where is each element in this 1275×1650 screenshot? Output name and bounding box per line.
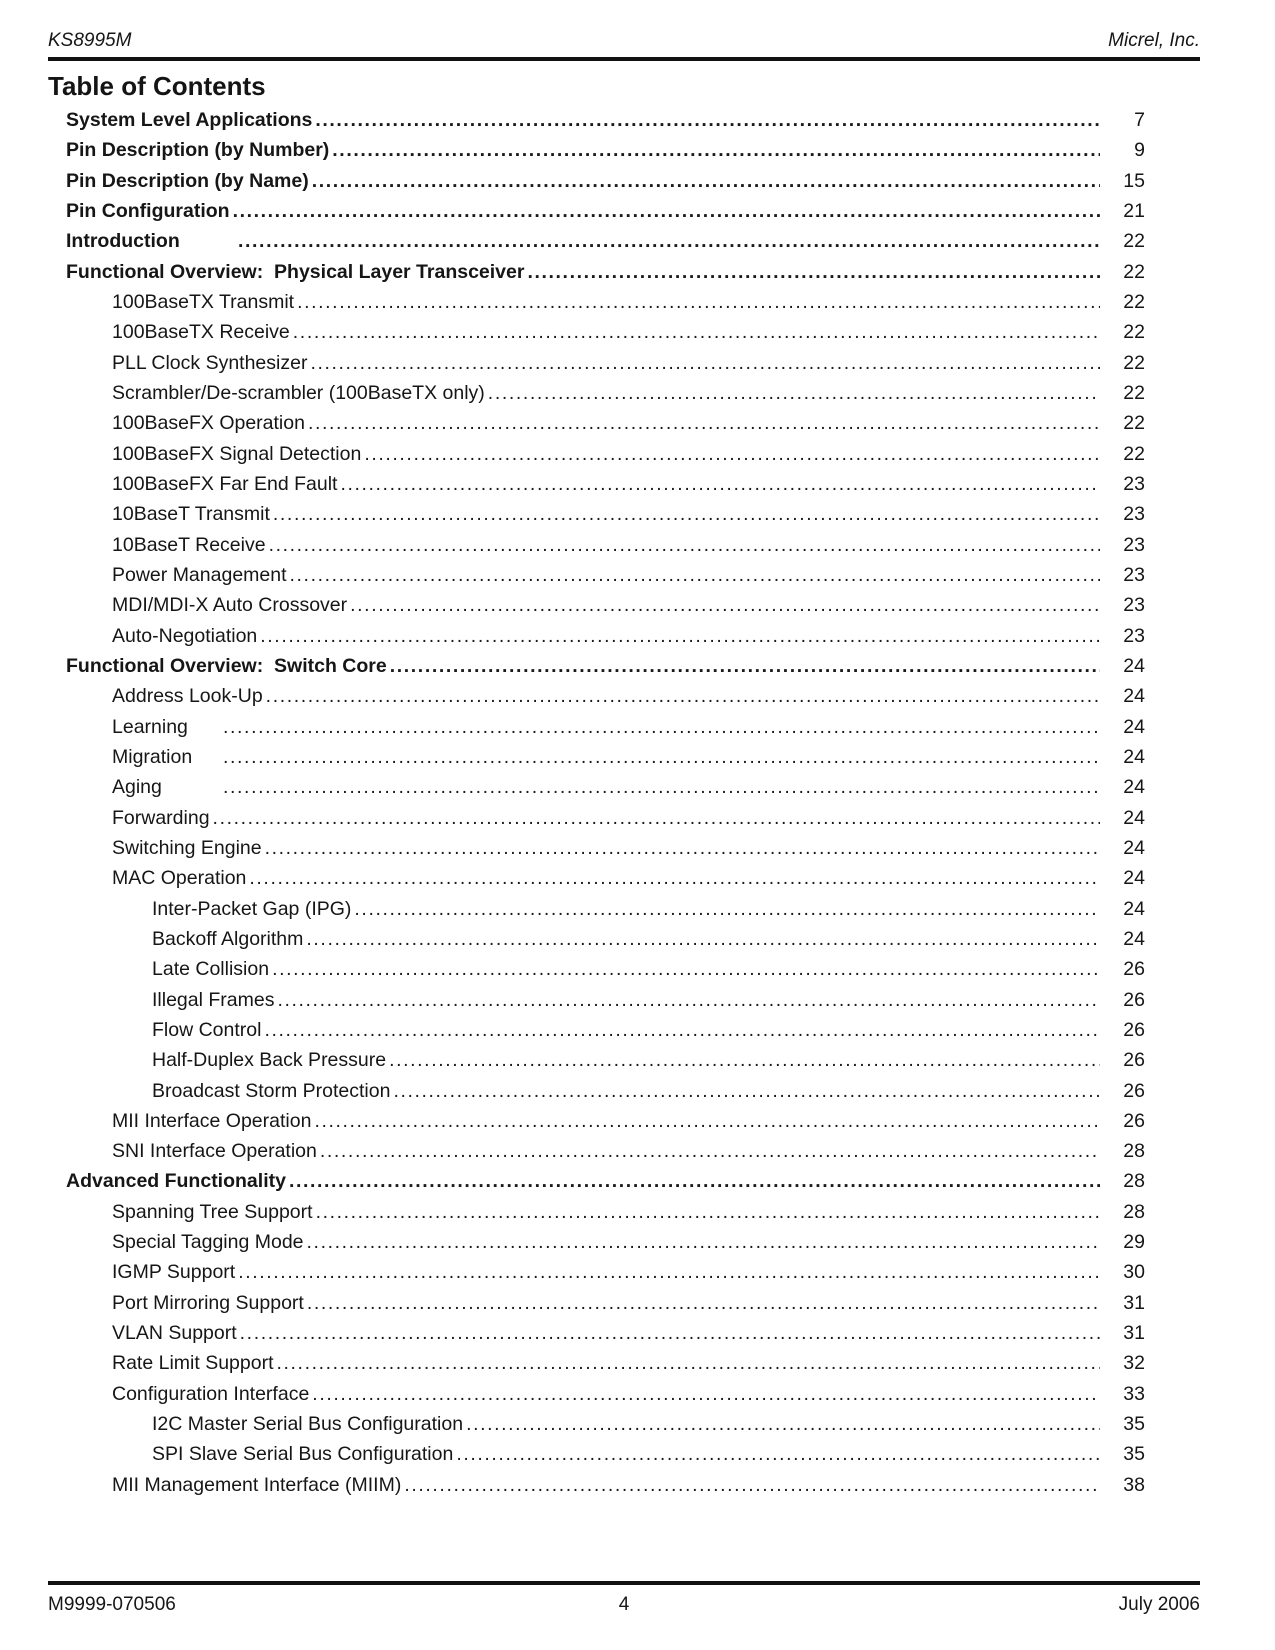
toc-entry-page-number: 26 (1123, 988, 1145, 1011)
toc-entry-label[interactable]: System Level Applications (66, 109, 313, 131)
toc-entry-page-number: 22 (1123, 351, 1145, 374)
toc-entry-page-number: 9 (1134, 139, 1145, 162)
toc-entry[interactable] (66, 503, 1145, 533)
toc-entry-label[interactable]: MII Management Interface (MIIM) (112, 1473, 402, 1496)
toc-entry-label[interactable]: MII Interface Operation (112, 1109, 312, 1132)
toc-entry-page-number: 21 (1123, 199, 1145, 222)
page-title: Table of Contents (48, 71, 266, 101)
toc-entry[interactable] (66, 1383, 1145, 1413)
toc-entry[interactable] (66, 1443, 1145, 1473)
toc-dot-leader (340, 473, 1100, 496)
toc-entry-page-number: 28 (1123, 1170, 1145, 1193)
toc-entry-label[interactable]: Auto-Negotiation (112, 624, 258, 647)
toc-dot-leader (272, 958, 1100, 981)
toc-entry-page-number: 35 (1123, 1443, 1145, 1466)
toc-entry-page-number: 29 (1123, 1231, 1145, 1254)
toc-entry-page-number: 26 (1123, 958, 1145, 981)
toc-dot-leader (332, 139, 1100, 162)
toc-entry[interactable] (66, 1413, 1145, 1443)
toc-entry-label[interactable]: Learning (112, 715, 188, 738)
toc-entry[interactable] (66, 109, 1145, 139)
toc-dot-leader (289, 1170, 1100, 1193)
toc-dot-leader (310, 352, 1100, 375)
toc-entry-page-number: 24 (1123, 685, 1145, 708)
toc-entry[interactable] (66, 625, 1145, 655)
toc-entry-label[interactable]: Functional Overview: Physical Layer Transceiver (66, 260, 525, 283)
toc-entry-page-number: 7 (1134, 109, 1145, 131)
page-header (48, 0, 1200, 57)
toc-entry-page-number: 23 (1123, 472, 1145, 495)
toc-entry-label[interactable]: Configuration Interface (112, 1382, 310, 1405)
toc-entry-label[interactable]: Rate Limit Support (112, 1352, 274, 1375)
footer-page-number: 4 (618, 1594, 630, 1615)
toc-entry[interactable] (66, 1201, 1145, 1231)
toc-entry[interactable] (66, 1140, 1145, 1170)
toc-entry-page-number: 24 (1123, 776, 1145, 799)
toc-entry-label[interactable]: I2C Master Serial Bus Configuration (152, 1413, 464, 1436)
toc-entry[interactable] (66, 898, 1145, 928)
toc-dot-leader (308, 412, 1100, 435)
toc-dot-leader (238, 230, 1100, 253)
toc-entry-label[interactable]: Late Collision (152, 958, 270, 981)
toc-entry-page-number: 23 (1123, 594, 1145, 617)
toc-entry-label[interactable]: 10BaseT Receive (112, 533, 266, 556)
toc-entry-page-number: 24 (1123, 897, 1145, 920)
toc-entry[interactable] (66, 321, 1145, 351)
toc-entry-label[interactable]: Address Look-Up (112, 685, 263, 708)
toc-dot-leader (264, 1019, 1100, 1042)
toc-entry[interactable] (66, 1049, 1145, 1079)
toc-dot-leader (306, 928, 1100, 951)
toc-dot-leader (297, 291, 1100, 314)
toc-entry-label[interactable]: IGMP Support (112, 1261, 236, 1284)
toc-entry[interactable] (66, 382, 1145, 412)
toc-dot-leader (269, 534, 1100, 557)
toc-entry-label[interactable]: Flow Control (152, 1018, 262, 1041)
toc-entry-label[interactable]: Special Tagging Mode (112, 1231, 304, 1254)
toc-entry[interactable] (66, 1261, 1145, 1291)
toc-dot-leader (260, 625, 1100, 648)
toc-dot-leader (354, 898, 1100, 921)
toc-entry-page-number: 33 (1123, 1382, 1145, 1405)
toc-dot-leader (315, 109, 1100, 132)
toc-entry-label[interactable]: 100BaseFX Far End Fault (112, 472, 338, 495)
toc-dot-leader (240, 1322, 1100, 1345)
toc-entry-page-number: 24 (1123, 836, 1145, 859)
toc-entry-label[interactable]: Pin Configuration (66, 199, 230, 222)
toc-entry-label[interactable]: Inter-Packet Gap (IPG) (152, 897, 352, 920)
toc-entry-page-number: 23 (1123, 503, 1145, 526)
toc-entry-page-number: 22 (1123, 230, 1145, 253)
toc-entry[interactable] (66, 1231, 1145, 1261)
toc-entry-page-number: 26 (1123, 1018, 1145, 1041)
toc-entry-page-number: 32 (1123, 1352, 1145, 1375)
toc-dot-leader (293, 321, 1100, 344)
toc-entry-label[interactable]: MAC Operation (112, 867, 247, 890)
toc-entry[interactable] (66, 291, 1145, 321)
toc-entry[interactable] (66, 170, 1145, 200)
toc-dot-leader (233, 200, 1100, 223)
toc-entry-page-number: 22 (1123, 412, 1145, 435)
toc-dot-leader (350, 594, 1100, 617)
toc-entry-label[interactable]: Illegal Frames (152, 988, 275, 1011)
toc-dot-leader (277, 1352, 1101, 1375)
toc-entry-label[interactable]: Port Mirroring Support (112, 1291, 304, 1314)
toc-dot-leader (213, 807, 1100, 830)
toc-entry[interactable] (66, 807, 1145, 837)
toc-entry-page-number: 31 (1123, 1322, 1145, 1345)
toc-entry-page-number: 22 (1123, 442, 1145, 465)
page-footer (48, 1581, 1200, 1616)
toc-entry-page-number: 26 (1123, 1079, 1145, 1102)
toc-entry-label[interactable]: Backoff Algorithm (152, 927, 304, 950)
toc-entry[interactable] (66, 261, 1145, 291)
toc-dot-leader (277, 989, 1100, 1012)
toc-dot-leader (223, 746, 1100, 769)
toc-entry[interactable] (66, 412, 1145, 442)
toc-entry-label[interactable]: Advanced Functionality (66, 1170, 286, 1193)
toc-entry-label[interactable]: SNI Interface Operation (112, 1140, 317, 1163)
toc-dot-leader (527, 261, 1100, 284)
toc-entry-page-number: 38 (1123, 1473, 1145, 1496)
toc-entry-label[interactable]: 10BaseT Transmit (112, 503, 270, 526)
toc-entry-label[interactable]: Introduction (66, 230, 180, 253)
toc-entry-label[interactable]: Functional Overview: Switch Core (66, 654, 387, 677)
toc-entry[interactable] (66, 1352, 1145, 1382)
toc-dot-leader (456, 1443, 1100, 1466)
toc-entry-label[interactable]: PLL Clock Synthesizer (112, 351, 308, 374)
toc-dot-leader (390, 655, 1100, 678)
toc-entry[interactable] (66, 867, 1145, 897)
toc-entry[interactable] (66, 200, 1145, 230)
toc-entry[interactable] (66, 230, 1145, 260)
toc-dot-leader (389, 1049, 1100, 1072)
toc-dot-leader (266, 685, 1100, 708)
toc-entry-page-number: 23 (1123, 533, 1145, 556)
toc-entry[interactable] (66, 443, 1145, 473)
toc-entry-label[interactable]: 100BaseFX Signal Detection (112, 442, 362, 465)
toc-entry-label[interactable]: 100BaseFX Operation (112, 412, 305, 435)
toc-dot-leader (404, 1474, 1100, 1497)
toc-entry[interactable] (66, 1474, 1145, 1504)
toc-dot-leader (290, 564, 1100, 587)
toc-entry[interactable] (66, 1322, 1145, 1352)
toc-entry-label[interactable]: 100BaseTX Transmit (112, 290, 295, 313)
toc-entry[interactable] (66, 139, 1145, 169)
toc-entry-label[interactable]: Spanning Tree Support (112, 1200, 313, 1223)
toc-dot-leader (238, 1261, 1100, 1284)
toc-entry-label[interactable]: Scrambler/De-scrambler (100BaseTX only) (112, 381, 485, 404)
toc-dot-leader (307, 1292, 1100, 1315)
footer-date: July 2006 (1118, 1594, 1200, 1615)
toc-entry-label[interactable]: SPI Slave Serial Bus Configuration (152, 1443, 454, 1466)
toc-entry-page-number: 35 (1123, 1413, 1145, 1436)
toc-entry-page-number: 22 (1123, 381, 1145, 404)
header-doc-id: KS8995M (48, 30, 132, 51)
footer-doc-number: M9999-070506 (48, 1594, 176, 1615)
toc-entry[interactable] (66, 928, 1145, 958)
toc-entry-label[interactable]: 100BaseTX Receive (112, 321, 290, 344)
footer-text-row (48, 1585, 1200, 1616)
toc-entry-page-number: 22 (1123, 260, 1145, 283)
toc-entry[interactable] (66, 716, 1145, 746)
toc-entry-label[interactable]: Forwarding (112, 806, 210, 829)
toc-dot-leader (393, 1080, 1100, 1103)
toc-entry-page-number: 28 (1123, 1140, 1145, 1163)
toc-entry-label[interactable]: Pin Description (by Name) (66, 169, 309, 192)
toc-entry[interactable] (66, 473, 1145, 503)
toc-entry-page-number: 22 (1123, 321, 1145, 344)
toc-entry-page-number: 24 (1123, 927, 1145, 950)
toc-entry[interactable] (66, 1019, 1145, 1049)
toc-dot-leader (364, 443, 1100, 466)
toc-dot-leader (466, 1413, 1100, 1436)
toc-entry[interactable] (66, 746, 1145, 776)
toc-dot-leader (273, 503, 1100, 526)
toc-dot-leader (223, 716, 1100, 739)
toc-dot-leader (249, 867, 1100, 890)
toc-entry-page-number: 24 (1123, 806, 1145, 829)
toc-entry-page-number: 31 (1123, 1291, 1145, 1314)
toc-entry[interactable] (66, 594, 1145, 624)
toc-dot-leader (488, 382, 1100, 405)
toc-entry[interactable] (66, 1080, 1145, 1110)
toc-entry[interactable] (66, 958, 1145, 988)
toc-entry-label[interactable]: Switching Engine (112, 836, 262, 859)
toc-entry-label[interactable]: MDI/MDI-X Auto Crossover (112, 594, 348, 617)
header-company-name: Micrel, Inc. (1108, 30, 1200, 51)
toc-list (48, 109, 1200, 1504)
toc-entry-label[interactable]: Half-Duplex Back Pressure (152, 1049, 387, 1072)
toc-dot-leader (307, 1231, 1100, 1254)
toc-dot-leader (312, 170, 1100, 193)
toc-entry[interactable] (66, 655, 1145, 685)
toc-entry[interactable] (66, 989, 1145, 1019)
toc-entry-page-number: 26 (1123, 1109, 1145, 1132)
toc-entry-page-number: 24 (1123, 745, 1145, 768)
toc-entry[interactable] (66, 1110, 1145, 1140)
toc-dot-leader (320, 1140, 1100, 1163)
toc-entry-label[interactable]: Pin Description (by Number) (66, 139, 330, 162)
toc-entry-page-number: 24 (1123, 654, 1145, 677)
toc-entry-page-number: 22 (1123, 290, 1145, 313)
toc-entry-page-number: 30 (1123, 1261, 1145, 1284)
toc-entry-label[interactable]: VLAN Support (112, 1322, 237, 1345)
toc-entry[interactable] (66, 352, 1145, 382)
toc-entry-page-number: 26 (1123, 1049, 1145, 1072)
toc-entry[interactable] (66, 837, 1145, 867)
toc-entry-page-number: 28 (1123, 1200, 1145, 1223)
toc-entry[interactable] (66, 1170, 1145, 1200)
toc-entry[interactable] (66, 564, 1145, 594)
toc-entry-label[interactable]: Migration (112, 745, 193, 768)
toc-entry-label[interactable]: Power Management (112, 563, 287, 586)
toc-entry-page-number: 23 (1123, 563, 1145, 586)
toc-dot-leader (312, 1383, 1100, 1406)
header-divider (48, 57, 1200, 61)
toc-dot-leader (314, 1110, 1100, 1133)
toc-dot-leader (316, 1201, 1100, 1224)
toc-dot-leader (223, 776, 1100, 799)
toc-entry[interactable] (66, 685, 1145, 715)
toc-entry[interactable] (66, 534, 1145, 564)
toc-entry-label[interactable]: Aging (112, 776, 162, 799)
toc-entry-page-number: 24 (1123, 715, 1145, 738)
toc-entry-page-number: 23 (1123, 624, 1145, 647)
toc-entry[interactable] (66, 776, 1145, 806)
toc-dot-leader (265, 837, 1100, 860)
toc-entry-page-number: 24 (1123, 867, 1145, 890)
toc-entry-page-number: 15 (1123, 169, 1145, 192)
toc-entry[interactable] (66, 1292, 1145, 1322)
toc-entry-label[interactable]: Broadcast Storm Protection (152, 1079, 391, 1102)
